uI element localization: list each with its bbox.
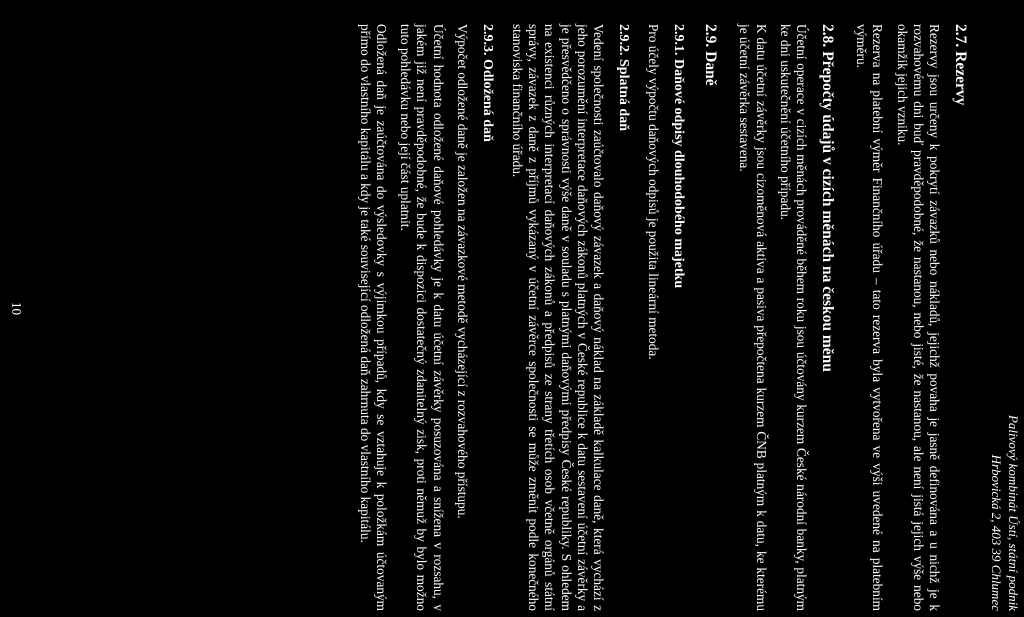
section-2-9-1-title: 2.9.1. Daňové odpisy dlouhodobého majetku: [671, 24, 687, 289]
header-address: Hrbovická 2, 403 39 Chlumec: [989, 454, 1004, 611]
section-2-9-2-title: 2.9.2. Splatná daň: [615, 24, 631, 131]
section-2-9-title: 2.9. Daně: [702, 24, 720, 86]
section-2-7-paragraph-2: Rezerva na platební výměr Finančního úřadu – tato rezerva byla vytvořena ve výši uvedené na platebním výměru.: [854, 24, 886, 611]
section-2-9-3-paragraph-3: Odložená daň je zaúčtována do výsledovky s výjimkou případů, kdy se vztahuje k položkám účtovaným přímo do vlastního kapitálu a kdy je také související odložená daň zahrnuta do vlastního kapitálu.: [357, 24, 389, 611]
section-2-7-paragraph-1: Rezervy jsou určeny k pokrytí závazků nebo nákladů, jejichž povaha je jasně definována a u nichž je k rozvahovému dni buď pravděpodobné, že nastanou, nebo jisté, že nastanou, ale není jistá jejich výše nebo okamžik jejich vzniku.: [894, 24, 942, 611]
section-2-9-1-paragraph: Pro účely výpočtu daňových odpisů je použita lineární metoda.: [646, 24, 662, 360]
document-header: [988, 24, 1022, 611]
page-content: [357, 24, 1024, 611]
section-2-8-paragraph-2: K datu účetní závěrky jsou cizoměnová aktiva a pasiva přepočtena kurzem ČNB platným k datu, ke kterému je účetní závěrka sestavena.: [737, 24, 769, 611]
section-2-8-paragraph-1: Účetní operace v cizích měnách prováděné během roku jsou účtovány kurzem České národní banky, platným ke dni uskutečnění účetního případu.: [777, 24, 809, 611]
header-company-name: Palivový kombinát Ústí, státní podnik: [1006, 414, 1021, 611]
section-2-7-title: 2.7. Rezervy: [952, 24, 969, 106]
section-2-9-3-paragraph-2: Účetní hodnota odložené daňové pohledávky je k datu účetní závěrky posuzována a snížena v rozsahu, v jakém již není pravděpodobné, že bude k dispozici dostatečný zdanitelný zisk, proti němuž by bylo možno tuto pohledávku nebo její část uplatnit.: [398, 24, 446, 611]
section-2-9-3-paragraph-1: Výpočet odložené daně je založen na závazkové metodě vycházející z rozvahového přístupu.: [454, 24, 470, 519]
section-2-9-3-title: 2.9.3. Odložená daň: [479, 24, 495, 142]
page-number: 10: [9, 301, 24, 316]
section-2-8-title: 2.8. Přepočty údajů v cizích měnách na českou měnu: [818, 24, 836, 372]
section-2-9-2-paragraph: Vedení společnosti zaúčtovalo daňový závazek a daňový náklad na základě kalkulace daně, která vychází z jeho porozumění interpretace daňových zákonů platných v České republice k datu sestavení účetní závěrky a je přesvědčeno o správnosti výše daně v souladu s platnými daňovými předpisy České republiky. S ohledem na existenci různých interpretací daňových zákonů a předpisů ze strany třetích osob včetně orgánů státní správy, závazek z daně z příjmů vykázaný v účetní závěrce společnosti se může změnit podle konečného stanoviska finančního úřadu.: [509, 24, 606, 611]
